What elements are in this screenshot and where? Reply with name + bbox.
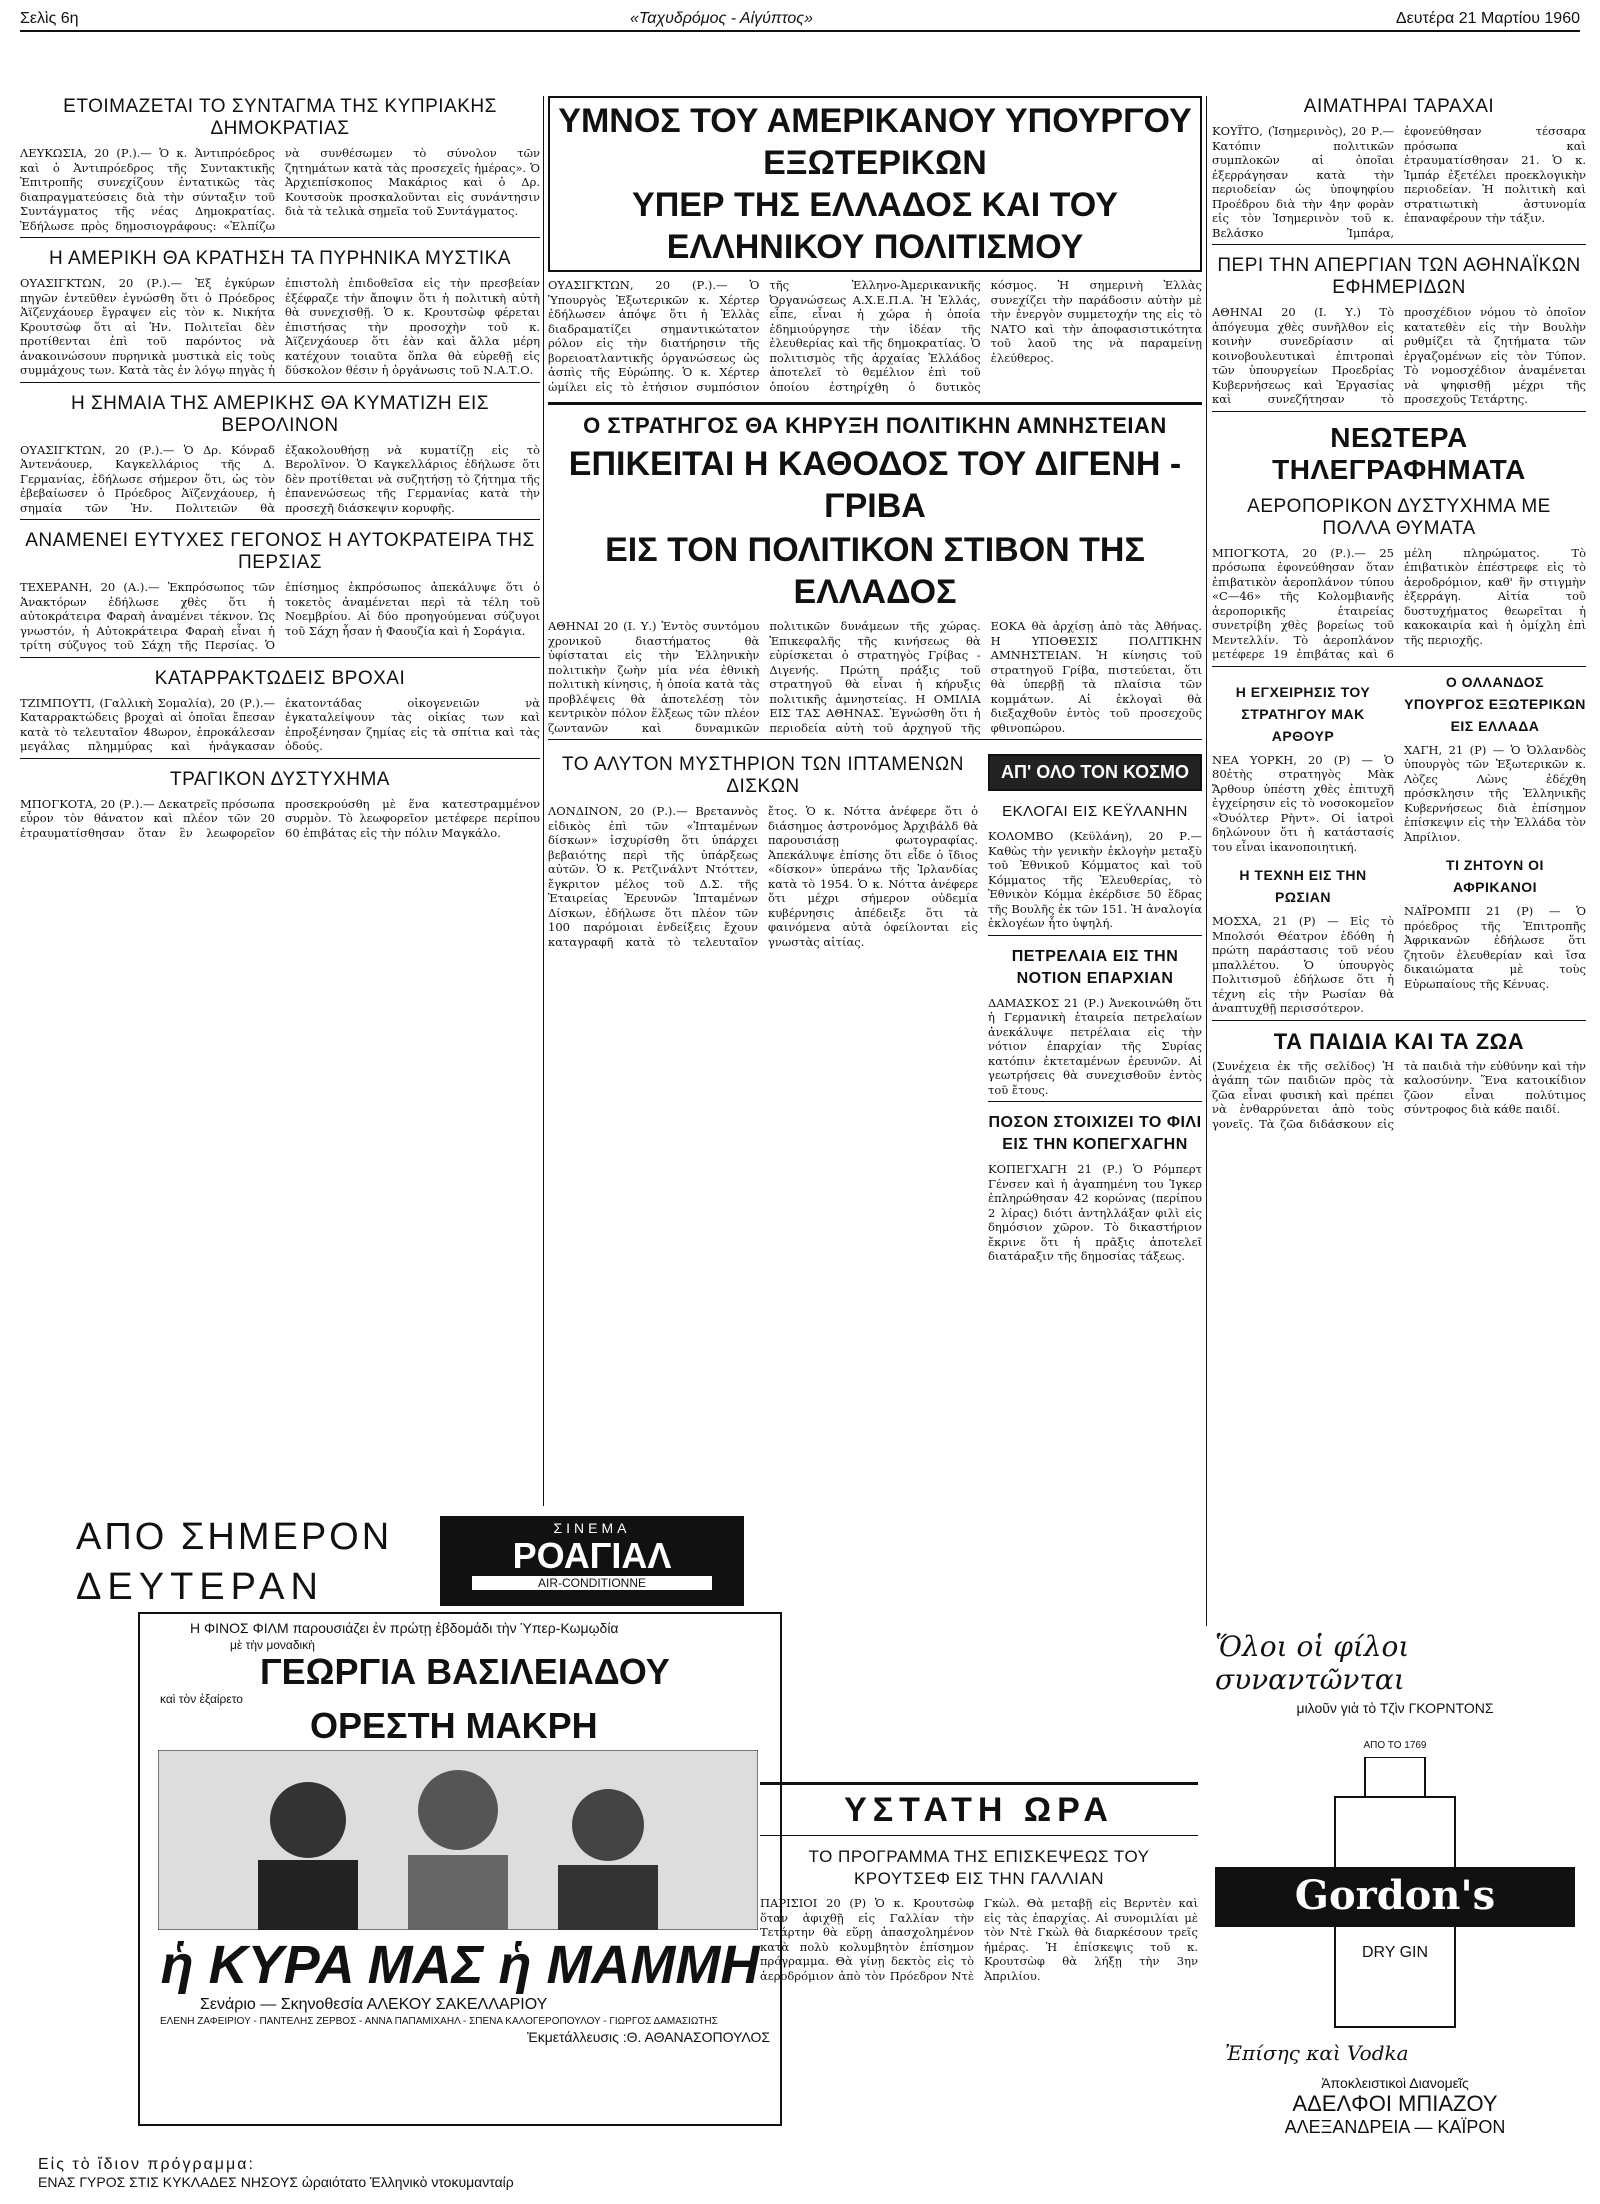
gordons-distributors: Ἀποκλειστικοὶ Διανομεῖς [1321, 2075, 1469, 2091]
headline-athens-strike: ΠΕΡΙ ΤΗΝ ΑΠΕΡΓΙΑΝ ΤΩΝ ΑΘΗΝΑΪΚΩΝ ΕΦΗΜΕΡΙΔΩΝ [1217, 255, 1581, 298]
page-number: Σελὶς 6η [20, 10, 79, 27]
poster-star-1: ΓΕΩΡΓΙΑ ΒΑΣΙΛΕΙΑΔΟΥ [260, 1651, 670, 1692]
article-art-russia: ΜΟΣΧΑ, 21 (Ρ) — Εἰς τὸ Μπολσόι Θέατρον ἐδόθη ἡ πρώτη παράστασις τοῦ νέου μπαλλέτου. Ὁ ὑπουργὸς Πολιτισμοῦ ἐδήλωσε ὅτι ἡ τέχνη εἰς τὴν Ρωσίαν θὰ ἀναπτυχθῇ περισσότερον. [1212, 914, 1394, 1015]
column-rule-1 [543, 96, 544, 1506]
gordons-company: ΑΔΕΛΦΟΙ ΜΠΙΑΖΟΥ [1292, 2091, 1498, 2116]
article-kiss-copenhagen: ΚΟΠΕΓΧΑΓΗ 21 (Ρ.) Ὁ Ρόμπερτ Γένσεν καὶ ἡ ἀγαπημένη του Ἰγκερ ἐπληρώθησαν 42 κορώνας (περίπου 2 λίρας) διότι ἀντηλλάξαν φιλὶ εἰς δημόσιον χῶρον. Τὸ δικαστήριον ἔκρινε ὅτι ἡ πρᾶξις ἀποτελεῖ διατάραξιν τῆς δημοσίας τάξεως. [988, 1162, 1202, 1263]
article-persia-empress: ΤΕΧΕΡΑΝΗ, 20 (Α.).— Ἐκπρόσωπος τῶν Ἀνακτόρων ἐδήλωσε χθὲς ὅτι ἡ αὐτοκράτειρα Φαραὴ ἀναμένει τέκνον. Ὡς γνωστόν, ἡ Αὐτοκράτειρα Φαραὴ εἶναι ἡ τρίτη σύζυγος τοῦ Σάχη τῆς Περσίας. Ὁ ἐπίσημος ἐκπρόσωπος ἀπεκάλυψε ὅτι ὁ τοκετὸς ἀναμένεται περὶ τὰ τέλη τοῦ Νοεμβρίου. Αἱ δύο προηγούμεναι σύζυγοι τοῦ Σάχη ἦσαν ἡ Φαουζία καὶ ἡ Σοράγια. [20, 580, 540, 652]
headline-bloody-riots: ΑΙΜΑΤΗΡΑΙ ΤΑΡΑΧΑΙ [1303, 96, 1495, 117]
headline-latest-telegrams: ΝΕΩΤΕΡΑ ΤΗΛΕΓΡΑΦΗΜΑΤΑ [1272, 421, 1526, 485]
briefs-right [1212, 671, 1586, 1016]
article-dutch-minister: ΧΑΓΗ, 21 (Ρ) — Ὁ Ὀλλανδὸς ὑπουργὸς τῶν Ἐξωτερικῶν κ. Λὸζες Λὼνς ἐδέχθη πρόσκλησιν τῆς Ἑλληνικῆς Κυβερνήσεως διὰ ἐπίσημον ἐπίσκεψιν εἰς τὴν Ἑλλάδα τὸν Ἀπρίλιον. [1404, 742, 1586, 844]
poster-intro: Η ΦΙΝΟΣ ΦΙΛΜ παρουσιάζει ἐν πρώτῃ ἐβδομάδι τὴν Ὑπερ-Κωμῳδία [190, 1620, 619, 1636]
headline-khrushchev-visit: ΤΟ ΠΡΟΓΡΑΜΜΑ ΤΗΣ ΕΠΙΣΚΕΨΕΩΣ ΤΟΥ ΚΡΟΥΤΣΕΦ ΕΙΣ ΤΗΝ ΓΑΛΛΙΑΝ [808, 1847, 1150, 1888]
cinema-extra: Εἰς τὸ ἴδιον πρόγραμμα: ΕΝΑΣ ΓΥΡΟΣ ΣΤΙΣ ΚΥΚΛΑΔΕΣ ΝΗΣΟΥΣ ὡραιότατο Ἑλληνικὸ ντοκυμανταίρ [38, 2156, 514, 2190]
headline-dutch-minister: Ο ΟΛΛΑΝΔΟΣ ΥΠΟΥΡΓΟΣ ΕΞΩΤΕΡΙΚΩΝ ΕΙΣ ΕΛΛΑΔΑ [1404, 673, 1586, 734]
subhead-air-disaster: ΑΕΡΟΠΟΡΙΚΟΝ ΔΥΣΤΥΧΗΜΑ ΜΕ ΠΟΛΛΑ ΘΥΜΑΤΑ [1247, 495, 1551, 539]
paper-name: «Ταχυδρόμος - Αἰγύπτος» [630, 10, 813, 27]
article-tragic-accident: ΜΠΟΓΚΟΤΑ, 20 (Ρ.).— Δεκατρεῖς πρόσωπα εὗρον τὸν θάνατον καὶ πλέον τῶν 20 ἐτραυματίσθησαν ὅταν ἓν λεωφορεῖον προσεκρούσθη μὲ ἕνα κατεστραμμένον συρμὸν. Τὸ λεωφορεῖον μετέφερε περίπου 60 ἐπιβάτας εἰς τὴν πόλιν Μαγκάλο. [20, 796, 540, 840]
film-exhibitor: Ἐκμετάλλευσις :Θ. ΑΘΑΝΑΣΟΠΟΥΛΟΣ [527, 2029, 770, 2045]
headline-kiss-copenhagen: ΠΟΣΟΝ ΣΤΟΙΧΙΖΕΙ ΤΟ ΦΙΛΙ ΕΙΣ ΤΗΝ ΚΟΠΕΓΧΑΓΗΝ [988, 1114, 1202, 1153]
headline-torrential-rains: ΚΑΤΑΡΡΑΚΤΩΔΕΙΣ ΒΡΟΧΑΙ [154, 667, 406, 689]
page-header [20, 4, 1580, 30]
gordons-ad [1205, 1630, 1585, 2175]
article-torrential-rains: ΤΖΙΜΠΟΥΤΙ, (Γαλλικὴ Σομαλία), 20 (Ρ.).— Καταρρακτώδεις βροχαὶ αἱ ὁποῖαι ἔπεσαν κατὰ τὸ τελευταῖον 48ωρον, ἐπροκάλεσαν μεγάλας πλημμύρας καὶ ἠνάγκασαν ἑκατοντάδας οἰκογενειῶν νὰ ἐγκαταλείψουν τὰς οἰκίας των καὶ ἐπροξένησαν ζημίας εἰς τὰ σπίτια καὶ τὰς ὁδούς. [20, 695, 540, 753]
poster-illustration [158, 1750, 758, 1930]
headline-box-herter [548, 96, 1202, 272]
headline-ufo-mystery: ΤΟ ΑΛΥΤΟΝ ΜΥΣΤΗΡΙΟΝ ΤΩΝ ΙΠΤΑΜΕΝΩΝ ΔΙΣΚΩΝ [562, 754, 964, 797]
article-air-disaster: ΜΠΟΓΚΟΤΑ, 20 (Ρ.).— 25 πρόσωπα ἐφονεύθησαν ὅταν ἐπιβατικὸν ἀεροπλάνον τύπου «C—46» τῆς Κολομβιανῆς ἀεροπορικῆς ἑταιρείας συνετρίβη χθὲς βορείως τοῦ Μεντελλίν. Τὸ ἀεροπλάνον μετέφερε 19 ἐπιβάτας καὶ 6 μέλη πληρώματος. Τὸ ἐπιβατικὸν ἐπέστρεφε εἰς τὸ ἀεροδρόμιον, καθ' ἣν στιγμὴν ἐξερράγη. Αἰτία τοῦ δυστυχήματος θεωρεῖται ἡ κακοκαιρία καὶ ἡ ὀμίχλη ἐπὶ τῆς περιοχῆς. [1212, 545, 1586, 661]
article-oil-syria: ΔΑΜΑΣΚΟΣ 21 (Ρ.) Ἀνεκοινώθη ὅτι ἡ Γερμανικὴ ἑταιρεία πετρελαίων ἀνεκάλυψε πετρέλαια εἰς τὴν νότιον ἐπαρχίαν τῆς Συρίας κατόπιν ἐκτεταμένων ἐρευνῶν. Αἱ γεωτρήσεις θὰ συνεχισθοῦν ἐντὸς τοῦ ἔτους. [988, 995, 1202, 1097]
article-america-nuclear: ΟΥΑΣΙΓΚΤΩΝ, 20 (Ρ.).— Ἐξ ἐγκύρων πηγῶν ἐντεῦθεν ἐγνώσθη ὅτι ὁ Πρόεδρος Ἀϊζενχάουερ ἔγραψεν εἰς τὸν κ. Νικήτα Κρουτσὼφ ὅτι αἱ Ἡν. Πολιτεῖαι δὲν προτίθενται ἐπὶ τοῦ παρόντος νὰ ἀνακοινώσουν πυρηνικὰ μυστικὰ εἰς τοὺς συμμάχους των. Κατὰ τὰς ἐν λόγῳ πηγὰς ἡ ἐπιστολὴ ἐπιδοθεῖσα εἰς τὴν πρεσβείαν ἐξέφραζε τὴν ἄποψιν ὅτι ἡ πολιτικὴ αὐτὴ θὰ συνεχισθῇ. Ὁ κ. Κρουτσὼφ φέρεται ἐπιστήσας τὴν προσοχὴν τοῦ κ. Ἀϊζενχάουερ ὅτι ἐὰν καὶ ἄλλα μέρη κατέχουν τοιαῦτα ὅπλα θὰ εὑρεθῇ εἰς δύσκολον θέσιν ἡ ὀργάνωσις τοῦ Ν.Α.Τ.Ο. [20, 276, 540, 377]
article-herter: ΟΥΑΣΙΓΚΤΩΝ, 20 (Ρ.).— Ὁ Ὑπουργὸς Ἐξωτερικῶν κ. Χέρτερ ἐδήλωσεν ἀπόψε ὅτι ἡ Ἑλλὰς διαδραματίζει σημαντικώτατον ρόλον εἰς τὴν διατήρησιν τῆς βορειοατλαντικῆς ὀργανώσεως ὡς ἀσπὶς τῆς Εὐρώπης. Ὁ κ. Χέρτερ ὡμίλει εἰς τὸ ἐτήσιον συμπόσιον τῆς Ἑλληνο-Ἀμερικανικῆς Ὀργανώσεως Α.Χ.Ε.Π.Α. Ἡ Ἑλλάς, εἶπε, εἶναι ἡ χώρα ἡ ὁποία ἐδημιούργησε τὴν ἰδέαν τῆς ἐλευθερίας καὶ τῆς δημοκρατίας. Ὁ πολιτισμὸς τῆς ἀρχαίας Ἑλλάδος ἀποτελεῖ τὸ θεμέλιον ἐπὶ τοῦ ὁποίου ἐστηρίχθη ὁ δυτικὸς κόσμος. Ἡ σημερινὴ Ἑλλὰς συνεχίζει τὴν παράδοσιν αὐτὴν μὲ τὴν ἐνεργὸν συμμετοχήν της εἰς τὸ ΝΑΤΟ καὶ τὴν ἀποφασιστικότητα τοῦ λαοῦ της νὰ παραμείνῃ ἐλεύθερος. [548, 278, 1202, 394]
header-rule [20, 30, 1580, 32]
film-cast: ΕΛΕΝΗ ΖΑΦΕΙΡΙΟΥ - ΠΑΝΤΕΛΗΣ ΖΕΡΒΟΣ - ΑΝΝΑ ΠΑΠΑΜΙΧΑΗΛ - ΣΠΕΝΑ ΚΑΛΟΓΕΡΟΠΟΥΛΟΥ - ΓΙΩΡΓΟΣ ΔΑΜΑΣΙΩΤΗΣ [160, 2016, 718, 2027]
headline-grivas-1: ΕΠΙΚΕΙΤΑΙ Η ΚΑΘΟΔΟΣ ΤΟΥ ΔΙΓΕΝΗ - ΓΡΙΒΑ [568, 445, 1182, 525]
column-right [1212, 96, 1586, 1626]
headline-art-russia: Η ΤΕΧΝΗ ΕΙΣ ΤΗΝ ΡΩΣΙΑΝ [1239, 867, 1367, 905]
article-ufo-mystery: ΛΟΝΔΙΝΟΝ, 20 (Ρ.).— Βρεταννὸς εἰδικὸς ἐπὶ τῶν «Ἰπταμένων δίσκων» ἰσχυρίσθη ὅτι ὑπάρχει βεβαιότης περὶ τῆς ὑπάρξεως αὐτῶν. Ὁ κ. Ρετζινάλντ Ντόττεν, ἔγκριτον μέλος τοῦ Δ.Σ. τῆς Ἑταιρείας Ἐρευνῶν Ἰπταμένων Δίσκων, ἐδήλωσε ὅτι πλέον τῶν 100 παρόμοιαι ἐνδείξεις ἔχουν καταγραφῆ κατὰ τὸ τελευταῖον ἔτος. Ὁ κ. Νόττα ἀνέφερε ὅτι ὁ διάσημος ἀστρονόμος Ἀρχιβάλδ θὰ παρουσιάσῃ φωτογραφίας. Ἀπεκάλυψε ἐπίσης ὅτι εἶδε ὁ ἴδιος «δίσκον» ὑπεράνω τῆς Ἰρλανδίας κατὰ τὸ 1954. Ὁ κ. Νόττα ἀνέφερε ὅτι μέχρι σήμερον οὐδεμία κυβέρνησις ἀπέδειξε ὅτι τὰ φαινόμενα αὐτὰ ὀφείλονται εἰς γνωστὰς αἰτίας. [548, 804, 978, 949]
gordons-bottle-illustration [1215, 1757, 1575, 2037]
ad-monday: ΔΕΥΤΕΡΑΝ [76, 1566, 324, 1608]
article-children-animals: (Συνέχεια ἐκ τῆς σελίδος) Ἡ ἀγάπη τῶν παιδιῶν πρὸς τὰ ζῶα εἶναι φυσικὴ καὶ πρέπει νὰ ἐνθαρρύνεται ἀπὸ τοὺς γονεῖς. Τὰ ζῶα διδάσκουν εἰς τὰ παιδιὰ τὴν εὐθύνην καὶ τὴν καλοσύνην. Ἕνα κατοικίδιον ζῶον εἶναι πολύτιμος σύντροφος διὰ κάθε παιδί. [1212, 1058, 1586, 1131]
headline-persia-empress: ΑΝΑΜΕΝΕΙ ΕΥΤΥΧΕΣ ΓΕΓΟΝΟΣ Η ΑΥΤΟΚΡΑΤΕΙΡΑ ΤΗΣ ΠΕΡΣΙΑΣ [25, 530, 535, 573]
gordons-sub: μιλοῦν γιὰ τὸ Τζὶν ΓΚΟΡΝΤΟΝΣ [1296, 1700, 1494, 1716]
kicker-grivas: Ο ΣΤΡΑΤΗΓΟΣ ΘΑ ΚΗΡΥΞΗ ΠΟΛΙΤΙΚΗΝ ΑΜΝΗΣΤΕΙΑΝ [583, 413, 1167, 438]
gordons-tagline: Ἐπίσης καὶ Vodka [1225, 2041, 1409, 2065]
headline-africans: ΤΙ ΖΗΤΟΥΝ ΟΙ ΑΦΡΙΚΑΝΟΙ [1446, 857, 1544, 895]
headline-american-flag-berlin: Η ΣΗΜΑΙΑ ΤΗΣ ΑΜΕΡΙΚΗΣ ΘΑ ΚΥΜΑΤΙΖΗ ΕΙΣ ΒΕΡΟΛΙΝΟΝ [70, 392, 490, 436]
gordons-label: DRY GIN [1361, 1944, 1429, 1961]
headline-cyprus-constitution: ΕΤΟΙΜΑΖΕΤΑΙ ΤΟ ΣΥΝΤΑΓΜΑ ΤΗΣ ΚΥΠΡΙΑΚΗΣ ΔΗΜΟΚΡΑΤΙΑΣ [63, 96, 497, 139]
headline-america-nuclear: Η ΑΜΕΡΙΚΗ ΘΑ ΚΡΑΤΗΣΗ ΤΑ ΠΥΡΗΝΙΚΑ ΜΥΣΤΙΚΑ [49, 248, 511, 269]
headline-macarthur: Η ΕΓΧΕΙΡΗΣΙΣ ΤΟΥ ΣΤΡΑΤΗΓΟΥ ΜΑΚ ΑΡΘΟΥΡ [1235, 683, 1371, 744]
headline-grivas-2: ΕΙΣ ΤΟΝ ΠΟΛΙΤΙΚΟΝ ΣΤΙΒΟΝ ΤΗΣ ΕΛΛΑΔΟΣ [605, 531, 1145, 611]
issue-date: Δευτέρα 21 Μαρτίου 1960 [1395, 10, 1580, 27]
gordons-city: ΑΛΕΞΑΝΔΡΕΙΑ — ΚΑΪΡΟΝ [1284, 2117, 1506, 2137]
headline-oil-syria: ΠΕΤΡΕΛΑΙΑ ΕΙΣ ΤΗΝ ΝΟΤΙΟΝ ΕΠΑΡΧΙΑΝ [1011, 947, 1179, 987]
article-ceylon-elections: ΚΟΛΟΜΒΟ (Κεϋλάνη), 20 Ρ.— Καθὼς τὴν γενικὴν ἐκλογὴν μεταξὺ τοῦ Ἐθνικοῦ Κόμματος καὶ τοῦ Κόμματος τῆς Ἐλευθερίας, τὸ Ἐθνικὸν Κόμμα ἐκέρδισε 50 ἕδρας τῆς Βουλῆς ἐκ τῶν 151. Ἡ ἀναλογία ἐκλογέων ἦτο ὑψηλή. [988, 829, 1202, 930]
gordons-script: Ὅλοι οἱ φίλοι συναντῶνται [1215, 1630, 1410, 1696]
article-bloody-riots: ΚΟΥΪΤΟ, (Ἰσημερινὸς), 20 Ρ.— Κατόπιν πολιτικῶν συμπλοκῶν αἱ ὁποῖαι ἐξερράγησαν κατὰ τὴν περιοδείαν ὡς ὑποψηφίου Προέδρου διὰ τὴν 4ην φορὰν εἰς τὸν Ἰσημερινὸν τοῦ κ. Βελάσκο Ἰμπάρα, ἐφονεύθησαν τέσσαρα πρόσωπα καὶ ἐτραυματίσθησαν 21. Ὁ κ. Ἰμπάρ ἐξετέλει προεκλογικὴν περιοδείαν. Ἡ πολιτικὴ καὶ στρατιωτικὴ ἀστυνομία ἐπαναφέρουν τὴν τάξιν. [1212, 124, 1586, 240]
article-khrushchev-visit: ΠΑΡΙΣΙΟΙ 20 (Ρ) Ὁ κ. Κρουτσὼφ ὅταν ἀφιχθῇ εἰς Γαλλίαν τὴν Τετάρτην θὰ εὕρῃ ἀπασχολημένον κατὰ πολὺ κολυμβητὸν ἐπίσημον πρόγραμμα. Θὰ γίνῃ δεκτὸς εἰς τὸ ἀεροδρόμιον ἀπὸ τὸν Πρόεδρον Ντὲ Γκὼλ. Θὰ μεταβῇ εἰς Βερντὲν καὶ εἰς τὰς ἐπαρχίας. Αἱ συνομιλίαι μὲ τὸν Ντὲ Γκὼλ θὰ διαρκέσουν τρεῖς ἡμέρας. Ἡ ἐπίσκεψις τοῦ κ. Κρουτσὼφ θὰ λήξῃ τὴν 3ην Ἀπριλίου. [760, 1896, 1198, 1983]
article-grivas: ΑΘΗΝΑΙ 20 (Ι. Υ.) Ἐντὸς συντόμου χρονικοῦ διαστήματος θὰ ὑφίσταται εἰς τὴν Ἑλληνικὴν πολιτικὴν ζωὴν μία νέα ἐθνικὴ πολιτικὴ κίνησις, ἡ ὁποία κατὰ τὰς προβλέψεις θὰ ἀποτελέσῃ τὸν κεντρικὸν πόλον ἕλξεως τῶν πλέον ζωντανῶν καὶ δυναμικῶν πολιτικῶν δυνάμεων τῆς χώρας. Ἐπικεφαλῆς τῆς κινήσεως θὰ εὑρίσκεται ὁ στρατηγὸς Γρίβας - Διγενής. Πρώτη πράξις τοῦ στρατηγοῦ θὰ εἶναι ἡ κήρυξις πολιτικῆς ἀμνηστείας. Η ΟΜΙΛΙΑ ΕΙΣ ΤΑΣ ΑΘΗΝΑΣ. Ἐγνώσθη ὅτι ἡ περιοδεία αὐτὴ τοῦ ἀρχηγοῦ τῆς ΕΟΚΑ θὰ ἀρχίσῃ ἀπὸ τὰς Ἀθήνας. Η ΥΠΟΘΕΣΙΣ ΠΟΛΙΤΙΚΗΝ ΑΜΝΗΣΤΕΙΑΝ. Ἡ κίνησις τοῦ στρατηγοῦ Γρίβα, πιστεύεται, ὅτι θὰ ὑπερβῇ τὰ πλαίσια τῶν κομμάτων. Αἱ ἐκλογαὶ θὰ διεξαχθοῦν ἐντὸς τοῦ προσεχοῦς φθινοπώρου. [548, 619, 1202, 735]
headline-herter-1: ΥΜΝΟΣ ΤΟΥ ΑΜΕΡΙΚΑΝΟΥ ΥΠΟΥΡΓΟΥ ΕΞΩΤΕΡΙΚΩΝ [558, 102, 1192, 182]
film-poster: Η ΦΙΝΟΣ ΦΙΛΜ παρουσιάζει ἐν πρώτῃ ἐβδομάδι τὴν Ὑπερ-Κωμῳδία μὲ τὴν μοναδικὴ ΓΕΩΡΓΙΑ ΒΑΣΙΛΕΙΑΔΟΥ καὶ τὸν ἐξαίρετο ΟΡΕΣΤΗ ΜΑΚΡΗ ἡ ΚΥΡΑ ΜΑΣ ἡ ΜΑΜΜΗ Σενάριο — Σκηνοθεσία ΑΛΕΚΟΥ ΣΑΚΕΛΛΑΡΙΟΥ ΕΛΕΝΗ ΖΑΦΕΙΡΙΟΥ - ΠΑΝΤΕΛΗΣ ΖΕΡΒΟΣ - ΑΝΝΑ ΠΑΠΑΜΙΧΑΗΛ - ΣΠΕΝΑ ΚΑΛΟΓΕΡΟΠΟΥΛΟΥ - ΓΙΩΡΓΟΣ ΔΑΜΑΣΙΩΤΗΣ Ἐκμετάλλευσις :Θ. ΑΘΑΝΑΣΟΠΟΥΛΟΣ [138, 1612, 782, 2126]
poster-star-2: ΟΡΕΣΤΗ ΜΑΚΡΗ [310, 1705, 598, 1746]
gordons-since: ΑΠΟ ΤΟ 1769 [1363, 1740, 1427, 1751]
article-american-flag-berlin: ΟΥΑΣΙΓΚΤΩΝ, 20 (Ρ.).— Ὁ Δρ. Κόνραδ Ἀντενάουερ, Καγκελλάριος τῆς Δ. Γερμανίας, ἐδήλωσε σήμερον ὅτι, ὡς τὸν ἐβεβαίωσεν ὁ Πρόεδρος Ἀϊζενχάουερ, ἡ σημαία τῶν Ἡν. Πολιτειῶν θὰ ἐξακολουθήσῃ νὰ κυματίζῃ εἰς τὸ Βερολῖνον. Ὁ Καγκελλάριος ἐδήλωσε ὅτι δὲν προτίθεται νὰ συζητήσῃ τὸ ζήτημα τῆς ἐπανενώσεως τῆς Γερμανίας κατὰ τὴν προσεχῆ διάσκεψιν κορυφῆς. [20, 442, 540, 515]
film-title: ἡ ΚΥΡΑ ΜΑΣ ἡ ΜΑΜΜΗ [160, 1935, 760, 1995]
column-rule-2 [1206, 96, 1207, 1626]
article-macarthur: ΝΕΑ ΥΟΡΚΗ, 20 (Ρ) — Ὁ 80ἐτὴς στρατηγὸς Μὰκ Ἄρθουρ ὑπέστη χθὲς ἐπιτυχῆ ἐγχείρησιν εἰς τὸ νοσοκομεῖον «Ὀυόλτερ Ρὴντ». Οἱ ἰατροὶ δηλώνουν ὅτι ἡ κατάστασίς του εἶναι ἱκανοποιητική. [1212, 752, 1394, 854]
column-left [20, 96, 540, 1506]
around-world-logo: ΑΠ' ΟΛΟ ΤΟΝ ΚΟΣΜΟ [988, 754, 1202, 791]
gordons-brand: Gordon's [1294, 1872, 1496, 1919]
article-africans: ΝΑΪΡΟΜΠΙ 21 (Ρ) — Ὁ πρόεδρος τῆς Ἐπιτροπῆς Ἀφρικανῶν ἐδήλωσε ὅτι ζητοῦν ἐλευθερίαν καὶ ἴσα δικαιώματα μὲ τοὺς Εὐρωπαίους τῆς Κένυας. [1404, 904, 1586, 991]
headline-herter-2: ΥΠΕΡ ΤΗΣ ΕΛΛΑΔΟΣ ΚΑΙ ΤΟΥ ΕΛΛΗΝΙΚΟΥ ΠΟΛΙΤΙΣΜΟΥ [632, 186, 1118, 266]
article-cyprus-constitution: ΛΕΥΚΩΣΙΑ, 20 (Ρ.).— Ὁ κ. Ἀντιπρόεδρος καὶ ὁ Ἀντιπρόεδρος τῆς Συντακτικῆς Ἐπιτροπῆς συνεχίζουν ἐντατικῶς τὰς διαπραγματεύσεις διὰ τὴν σύνταξιν τοῦ Συντάγματος τῆς νέας Δημοκρατίας. Ἐδήλωσε πρὸς δημοσιογράφους: «Ἐλπίζω νὰ συνθέσωμεν τὸ σύνολον τῶν ζητημάτων κατὰ τὰς προσεχεῖς ἡμέρας». Ὁ Ἀρχιεπίσκοπος Μακάριος καὶ ὁ Δρ. Κουτσοὺκ προσκαλοῦνται εἰς συνάντησιν διὰ τὰ τελικὰ σημεῖα τοῦ Συντάγματος. [20, 146, 540, 233]
headline-tragic-accident: ΤΡΑΓΙΚΟΝ ΔΥΣΤΥΧΗΜΑ [170, 768, 390, 790]
headline-ceylon-elections: ΕΚΛΟΓΑΙ ΕΙΣ ΚΕΫΛΑΝΗΝ [1002, 803, 1188, 820]
article-athens-strike: ΑΘΗΝΑΙ 20 (Ι. Υ.) Τὸ ἀπόγευμα χθὲς συνῆλθον εἰς κοινὴν συνεδρίασιν αἱ κοινοβουλευτικαὶ ἐπιτροπαὶ τῶν ὑπουργείων Προεδρίας Κυβερνήσεως καὶ Ἐργασίας καὶ συνεζήτησαν τὸ προσχέδιον νόμου τὸ ὁποῖον κατατεθὲν εἰς τὴν Βουλὴν ρυθμίζει τὰ ζητήματα τῶν ἐργαζομένων εἰς τὸν Τύπον. Τὸ νομοσχέδιον ἀναμένεται νὰ ψηφισθῇ μέχρι τῆς προσεχοῦς Τετάρτης. [1212, 305, 1586, 406]
headline-final-hour: ΥΣΤΑΤΗ ΩΡΑ [844, 1791, 1114, 1829]
cinema-ad [20, 1516, 780, 2146]
headline-children-animals: ΤΑ ΠΑΙΔΙΑ ΚΑΙ ΤΑ ΖΩΑ [1273, 1028, 1525, 1054]
cinema-logo: ΣΙΝΕΜΑ ΡΟΑΓΙΑΛ AIR-CONDITIONNE [440, 1516, 744, 1606]
ad-from-today: ΑΠΟ ΣΗΜΕΡΟΝ [76, 1516, 393, 1558]
latest-hour [760, 1782, 1198, 1983]
film-credits: Σενάριο — Σκηνοθεσία ΑΛΕΚΟΥ ΣΑΚΕΛΛΑΡΙΟΥ [200, 1996, 548, 2013]
